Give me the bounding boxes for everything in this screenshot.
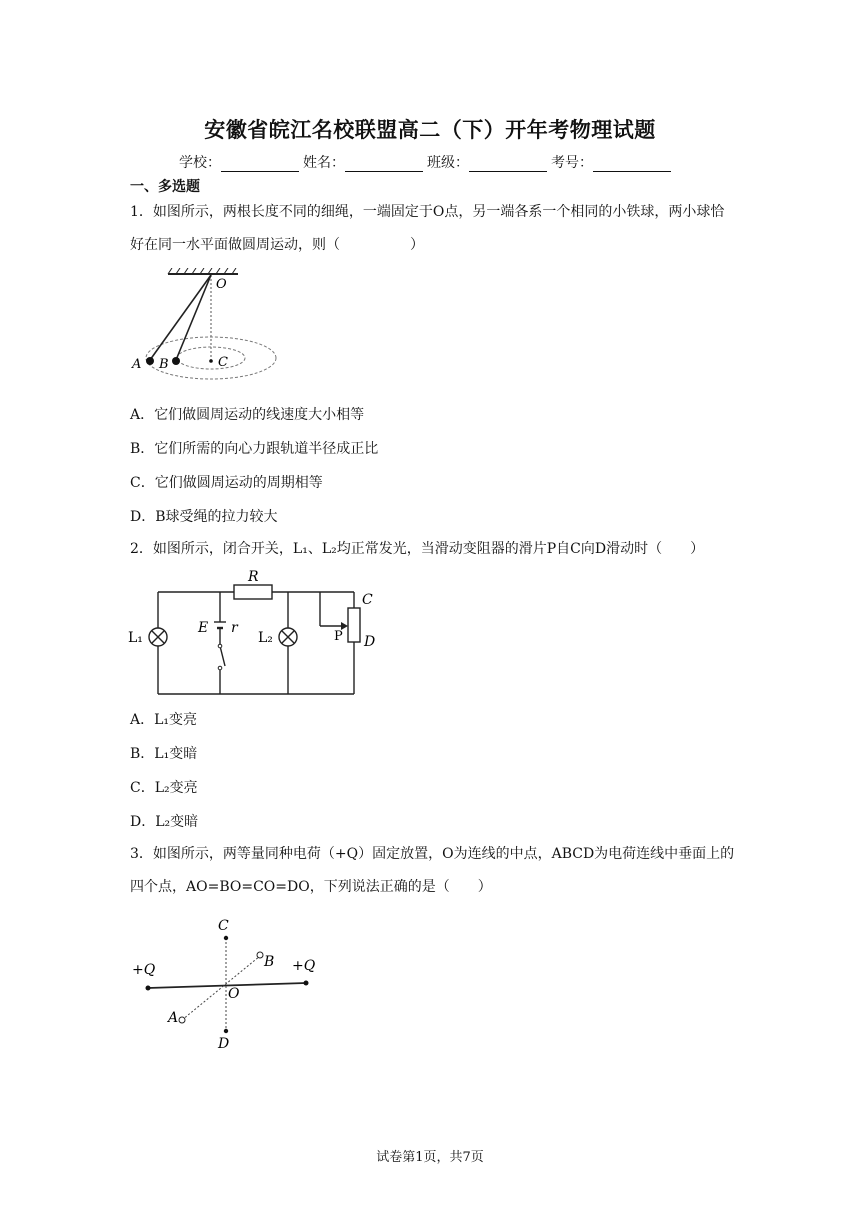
name-field[interactable]: 姓名： <box>303 152 427 172</box>
question-1-option-b[interactable]: B．它们所需的向心力跟轨道半径成正比 <box>130 441 379 457</box>
internal-r-label: r <box>231 620 238 636</box>
question-1-text: 1．如图所示，两根长度不同的细绳，一端固定于O点，另一端各系一个相同的小铁球，两小球恰好在同一水平面做圆周运动，则（ ） <box>130 204 725 253</box>
point-o-label: O <box>228 986 240 1002</box>
question-2-option-c[interactable]: C．L₂变亮 <box>130 780 198 796</box>
name-blank[interactable] <box>345 157 423 172</box>
school-blank[interactable] <box>221 157 299 172</box>
question-3-text: 3．如图所示，两等量同种电荷（+Q）固定放置，O为连线的中点，ABCD为电荷连线中垂面上的四个点，AO=BO=CO=DO，下列说法正确的是（ ） <box>130 846 735 895</box>
question-2-text: 2．如图所示，闭合开关，L₁、L₂均正常发光，当滑动变阻器的滑片P自C向D滑动时（ ） <box>130 541 705 557</box>
page-title: 安徽省皖江名校联盟高二（下）开年考物理试题 <box>204 118 656 142</box>
question-2-option-a[interactable]: A．L₁变亮 <box>130 712 198 728</box>
question-2-option-b[interactable]: B．L₁变暗 <box>130 746 198 762</box>
lamp-l2-label: L₂ <box>258 630 273 646</box>
student-info-row <box>179 152 675 172</box>
question-2-option-d[interactable]: D．L₂变暗 <box>130 814 199 830</box>
point-a-label: A <box>168 1010 179 1026</box>
resistor-r-label: R <box>248 569 259 585</box>
point-d-label: D <box>218 1036 230 1052</box>
question-1-option-d[interactable]: D．B球受绳的拉力较大 <box>130 509 278 525</box>
exam-number-blank[interactable] <box>593 157 671 172</box>
lamp-l1-label: L₁ <box>128 630 143 646</box>
terminal-d-label: D <box>364 634 376 650</box>
exam-number-field[interactable]: 考号： <box>551 152 675 172</box>
slider-p-label: P <box>334 629 343 644</box>
section-heading: 一、多选题 <box>130 179 200 195</box>
ball-a-label: A <box>132 357 142 372</box>
emf-e-label: E <box>198 620 209 636</box>
terminal-c-label: C <box>362 592 373 608</box>
charge-left-label: +Q <box>132 962 156 978</box>
question-2-circuit <box>126 566 386 700</box>
page-footer: 试卷第1页，共7页 <box>376 1150 484 1165</box>
question-1-option-c[interactable]: C．它们做圆周运动的周期相等 <box>130 475 323 491</box>
charge-right-label: +Q <box>292 958 316 974</box>
question-1-figure <box>128 268 298 388</box>
question-3-figure <box>128 914 328 1054</box>
point-c-label: C <box>218 918 229 934</box>
point-b-label: B <box>264 954 275 970</box>
point-o-label: O <box>216 277 227 292</box>
school-field[interactable]: 学校： <box>179 152 303 172</box>
center-c-label: C <box>218 355 228 370</box>
class-blank[interactable] <box>469 157 547 172</box>
ball-b-label: B <box>159 357 169 372</box>
class-field[interactable]: 班级： <box>427 152 551 172</box>
question-1-option-a[interactable]: A．它们做圆周运动的线速度大小相等 <box>130 407 365 423</box>
